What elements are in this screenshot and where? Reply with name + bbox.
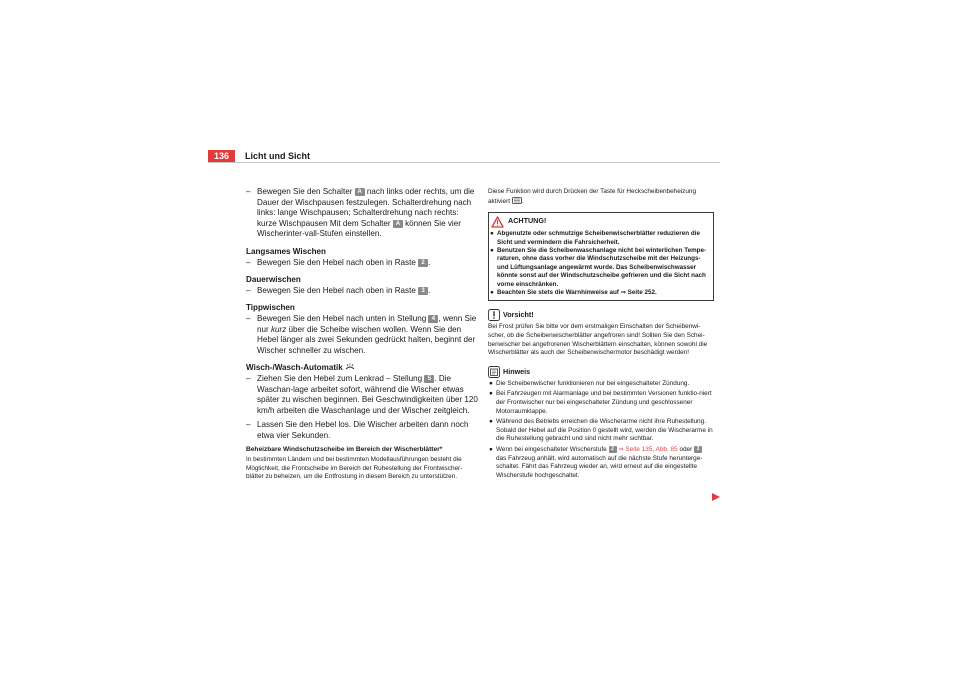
beheiz-heading: Beheizbare Windschutzscheibe im Bereich der Wischerblätter* [246,446,443,454]
hint-item: ● Wenn bei eingeschalteter Wischerstufe 2 ⇒ Seite 135, Abb. 85 oder 3 das Fahrzeug anhält, wird automatisch auf die nächste Stufe herunterge-schaltet. Fährt das Fahrzeug wieder an, wird erneut auf die eingestellte Wischerstufe hochgeschaltet. [489,445,703,479]
hint-heading [488,364,714,380]
ref-a-marker-2: A [393,220,403,228]
warning-title: ACHTUNG! [508,216,547,226]
caution-heading [488,307,714,323]
wisch-text-2: . Die Waschan-lage arbeitet sofort, während die Wischer etwas später zu wischen beginnen. Bei Geschwindigkeiten über 120 km/h arbeiten die Waschanlage und der Wischer zeitgleich. [257,373,478,415]
hint-item: ● Bei Fahrzeugen mit Alarmanlage und bei bestimmten Versionen funktio-niert der Frontwischer nur bei eingeschalteter Zündung und geschlossener Motorraumklappe. [489,390,712,415]
warning-item: ● Abgenutzte oder schmutzige Scheibenwischerblätter reduzieren die Sicht und vermindern die Fahrsicherheit. [490,230,700,246]
next-page-arrow-icon[interactable] [712,493,720,501]
ref-a-marker: A [355,188,365,196]
langsam-step: – Bewegen Sie den Hebel nach oben in Raste 2 . [246,258,478,269]
warning-heading [489,213,713,230]
ref-5-marker: 5 [424,375,434,383]
dauer-heading: Dauerwischen [246,275,301,285]
tipp-text-2: , wenn Sie nur [257,313,477,334]
right-column [488,188,714,482]
ref-2-marker: 2 [418,259,428,267]
warning-item: ● Benutzen Sie die Scheibenwaschanlage nicht bei winterlichen Tempe-raturen, ohne dass vorher die Windschutzscheibe mit der Heizungs- und Lüftungsanlage angewärmt wurde. Das Scheibenwischwasser könnte sonst auf der Windschutzscheibe gefrieren und die Sicht nach vorne einschränken. [490,247,707,288]
dauer-text: Bewegen Sie den Hebel nach oben in Raste [257,285,416,295]
ref-3-marker-right: 3 [694,446,702,453]
langsam-heading: Langsames Wischen [246,246,326,256]
wisch-heading-text: Wisch-/Wasch-Automatik [246,363,343,373]
hint-item: ● Die Scheibenwischer funktionieren nur bei eingeschalteter Zündung. [489,379,690,387]
hint-last-text-2: oder [679,445,693,453]
ref-2-marker-right: 2 [609,446,617,453]
beheiz-text: In bestimmten Ländern und bei bestimmten Modellausführungen besteht die Möglichkeit, die Frontscheibe im Bereich der Ruhestellung der Frontwischer-blätter zu beheizen, um die Entfrostung in diesem Bereich zu unterstützen. [246,456,463,481]
caution-exclamation-icon [488,309,500,321]
wisch-heading [246,363,478,374]
warning-item-text-3: Beachten Sie stets die Warnhinweise auf ⇒ Seite 252. [497,289,657,297]
hint-last-text-1: Wenn bei eingeschalteter Wischerstufe [496,445,607,453]
rear-window-heat-icon [512,197,522,204]
intro-text-1: Bewegen Sie den Schalter [257,187,353,196]
tipp-heading: Tippwischen [246,303,295,313]
hint-item-text-1: Die Scheibenwischer funktionieren nur bei eingeschalteter Zündung. [496,379,690,387]
wisch-step [246,374,478,416]
hint-title: Hinweis [503,366,531,376]
hint-item: ● Während des Betriebs erreichen die Wischerarme nicht ihre Ruhestellung. Sobald der Hebel auf die Position 0 gestellt wird, werden die Wischerarme in die Ruhestellung gebracht und sind nicht mehr sichtbar. [489,418,713,443]
warning-item-text-1: Abgenutzte oder schmutzige Scheibenwischerblätter reduzieren die Sicht und vermindern die Fahrsicherheit. [497,230,700,246]
lassen-step: – Lassen Sie den Hebel los. Die Wischer arbeiten dann noch etwa vier Sekunden. [246,420,478,441]
right-intro [488,188,714,206]
page-number: 136 [208,150,235,162]
washer-spray-icon [345,363,355,371]
tipp-kurz: kurz [270,324,287,334]
warning-box [488,212,714,301]
hint-item-text-3: Während des Betriebs erreichen die Wischerarme nicht ihre Ruhestellung. Sobald der Hebel auf die Position 0 gestellt wird, werden die Wischerarme in die Ruhestellung gebracht und sind nicht mehr sichtbar. [496,418,713,443]
caution-text: Bei Frost prüfen Sie bitte vor dem erstmaligen Einschalten der Scheibenwi-scher, ob die Scheibenwischerblätter angefroren sind! Sollten Sie den Schei-benwischer bei angefrorenen Wischerblättern einschalten, können sowohl die Wischerblätter als auch der Scheibenwischermotor beschädigt werden! [488,323,708,357]
page-link-135[interactable]: ⇒ Seite 135, Abb. 85 [618,445,678,453]
caution-title: Vorsicht! [503,310,534,320]
header-rule [208,162,720,163]
langsam-text: Bewegen Sie den Hebel nach oben in Raste [257,257,416,267]
intro-text-3: können Sie vier Wischerinter-vall-Stufen einstellen. [257,218,461,239]
right-intro-text: Diese Funktion wird durch Drücken der Taste für Heckscheibenbeheizung aktiviert [488,188,697,205]
tipp-text-1: Bewegen Sie den Hebel nach unten in Stellung [257,313,427,323]
ref-4-marker: 4 [428,315,438,323]
left-column [246,187,478,482]
page-title: Licht und Sicht [245,151,310,161]
dauer-step: – Bewegen Sie den Hebel nach oben in Raste 3 . [246,286,478,297]
tipp-text-3: über die Scheibe wischen wollen. Wenn Sie den Hebel länger als zwei Sekunden gedrückt halten, beginnt der Wischer schneller zu wischen. [257,324,476,355]
hint-last-text-3: das Fahrzeug anhält, wird automatisch auf die nächste Stufe herunterge-schaltet. Fährt das Fahrzeug wieder an, wird erneut auf die eingestellte Wischerstufe hochgeschaltet. [496,454,703,479]
tipp-step [246,314,478,356]
wisch-text-1: Ziehen Sie den Hebel zum Lenkrad – Stellung [257,373,423,383]
warning-item: ● Beachten Sie stets die Warnhinweise auf ⇒ Seite 252. [490,289,657,297]
info-note-icon [488,366,500,378]
warning-item-text-2: Benutzen Sie die Scheibenwaschanlage nicht bei winterlichen Tempe-raturen, ohne dass vorher die Windschutzscheibe mit der Heizungs- und Lüftungsanlage angewärmt wurde. Das Scheibenwischwasser könnte sonst auf der Windschutzscheibe gefrieren und die Sicht nach vorne einschränken. [497,247,707,288]
intro-text-2: nach links oder rechts, um die Dauer der Wischpausen festzulegen. Schalterdrehung nach links: lange Wischpausen; Schalterdrehung nach rechts: kurze Wischpausen Mit dem Schalter [257,187,475,228]
intro-paragraph [246,187,478,240]
ref-3-marker: 3 [418,287,428,295]
hint-item-text-2: Bei Fahrzeugen mit Alarmanlage und bei bestimmten Versionen funktio-niert der Frontwischer nur bei eingeschalteter Zündung und geschlossener Motorraumklappe. [496,390,712,415]
right-intro-end: . [521,197,524,205]
warning-triangle-icon [491,216,504,228]
